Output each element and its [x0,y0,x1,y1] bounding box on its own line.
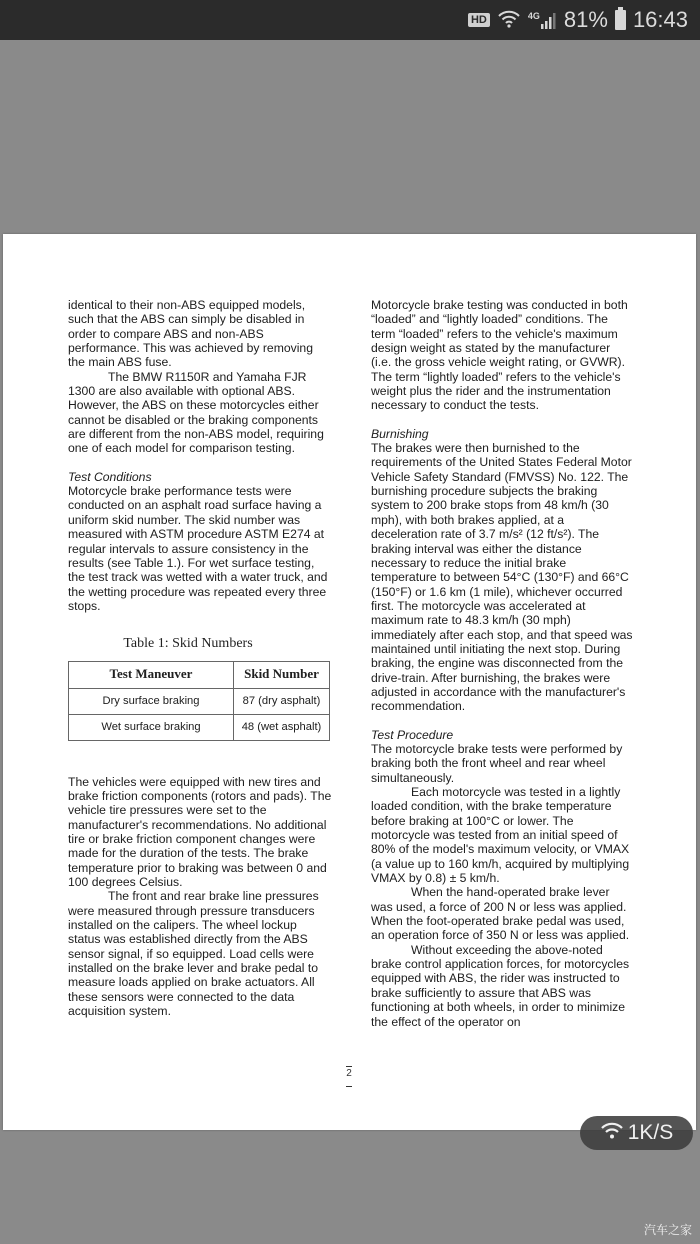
table-header: Test Maneuver [69,661,234,688]
test-conditions-heading: Test Conditions [68,469,152,484]
status-bar [0,0,700,40]
test-procedure-heading: Test Procedure [371,727,454,742]
table-caption: Table 1: Skid Numbers [123,636,253,652]
network-speed-text: 1K/S [627,1121,674,1144]
cellular-signal-icon [528,11,557,29]
table-header: Skid Number [234,661,330,688]
test-conditions-paragraph: Motorcycle brake performance tests were conducted on an asphalt road surface having a uniform skid number. The skid number was measured with ASTM procedure ASTM E274 at regular intervals to assure consistency in the results (see Table 1.). For wet surface testing, the test track was wetted with a water truck, and the wetting procedure was repeated every three stops. [68,484,328,613]
table-cell: Wet surface braking [69,714,234,740]
vehicles-paragraph: The vehicles were equipped with new tires and brake friction components (rotors and pads). The vehicle tire pressures were set to the manufacturer's recommendations. No additional tire or brake friction component changes were made for the duration of the tests. The brake temperature prior to braking was between 0 and 100 degrees Celsius. [68,774,332,889]
right-column [371,298,633,1029]
network-type: 4G [527,11,540,21]
clock: 16:43 [632,7,688,32]
loaded-paragraph: Motorcycle brake testing was conducted in both “loaded” and “lightly loaded” conditions. The term “loaded” refers to the vehicle's maximum design weight as stated by the manufacturer (i.e. the gross vehicle weight rating, or GVWR). The term “lightly loaded” refers to the vehicle's weight plus the rider and the instrumentation necessary to conduct the tests. [371,298,628,413]
hd-voice-badge: HD [468,13,490,27]
burnishing-paragraph: The brakes were then burnished to the requirements of the United States Federal Motor Vehicle Safety Standard (FMVSS) No. 122. The burnishing procedure subjects the braking system to 200 brake stops from 48 km/h (30 mph), with both brakes applied, at a deceleration rate of 3.7 m/s² (12 ft/s²). The braking interval was either the distance necessary to reduce the initial brake temperature to between 54°C (130°F) and 66°C (150°F) or 1.6 km (1 mile), whichever occurred first. The motorcycle was accelerated at maximum rate to 48.3 km/h (30 mph) immediately after each stop, and that speed was maintained until initiating the next stop. During braking, the engine was disconnected from the drive-train. After burnishing, the brakes were adjusted in accordance with the manufacturer's recommendation. [371,441,633,714]
table-cell: 48 (wet asphalt) [234,714,330,740]
table-row [69,714,330,740]
table-cell: 87 (dry asphalt) [234,688,330,714]
table-cell: Dry surface braking [69,688,234,714]
pressures-paragraph: The front and rear brake line pressures were measured through pressure transducers installed on the calipers. The wheel lockup status was established directly from the ABS sensor signal, if so equipped. Load cells were installed on the brake lever and brake pedal to measure loads applied on brake actuators. All these sensors were connected to the data acquisition system. [68,889,319,1019]
each-motorcycle-paragraph: Each motorcycle was tested in a lightly loaded condition, with the brake temperature before braking at 100°C or lower. The motorcycle was tested from an initial speed of 80% of the model's maximum velocity, or VMAX (a value up to 160 km/h, acquired by multiplying VMAX by 0.8) ± 5 km/h. [371,785,630,886]
abs-paragraph: Without exceeding the above-noted brake control application forces, for motorcycles equipped with ABS, the rider was instructed to brake sufficiently to assure that ABS was functioning at both wheels, in order to minimize the effect of the operator on [371,942,630,1029]
skid-numbers-table [68,661,330,741]
wifi-icon [600,1120,624,1146]
document-viewer[interactable] [0,40,700,1244]
table-row [69,688,330,714]
bmw-paragraph: The BMW R1150R and Yamaha FJR 1300 are also available with optional ABS. However, the ABS on these motorcycles either cannot be disabled or the braking components are different from the non-ABS model, requiring one of each model for comparison testing. [68,369,324,456]
page-number [346,1066,352,1087]
left-column [68,298,332,1018]
network-speed-indicator[interactable] [580,1116,693,1150]
battery-percent: 81% [563,7,608,32]
table-header-row [69,661,330,688]
document-page [3,234,696,1130]
watermark: 汽车之家 [643,1223,692,1237]
procedure-paragraph: The motorcycle brake tests were performed by braking both the front wheel and rear wheel simultaneously. [371,741,623,785]
intro-paragraph: identical to their non-ABS equipped models, such that the ABS can simply be disabled in order to compare ABS and non-ABS performance. This was achieved by removing the main ABS fuse. [68,298,313,370]
lever-paragraph: When the hand-operated brake lever was used, a force of 200 N or less was applied. When the foot-operated brake pedal was used, an operation force of 350 N or less was applied. [371,885,630,943]
battery-icon [615,10,626,30]
wifi-icon [497,8,521,33]
page-number-text: 2 [346,1068,352,1079]
burnishing-heading: Burnishing [371,426,429,441]
